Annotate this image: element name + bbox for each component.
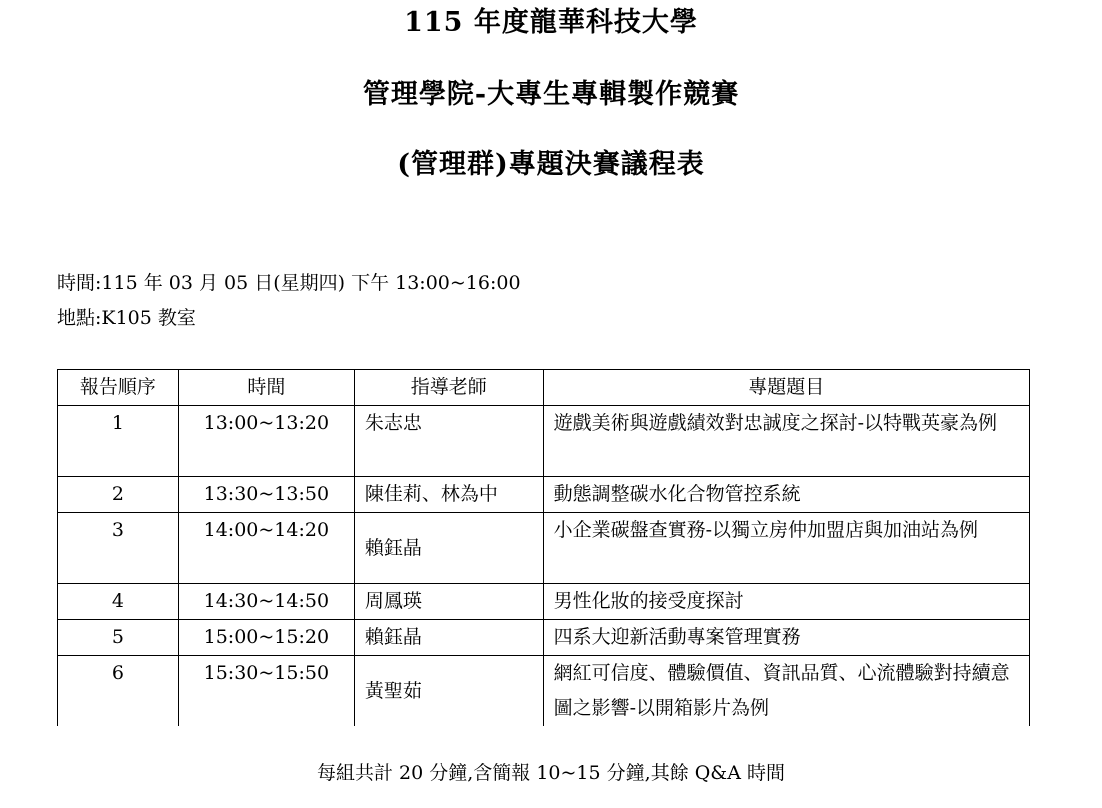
- agenda-table: [57, 369, 1030, 726]
- row-time: 15:30~15:50: [178, 656, 354, 727]
- header-time: 時間: [178, 370, 354, 406]
- row-topic: 四系大迎新活動專案管理實務: [543, 620, 1029, 656]
- table-row: [58, 406, 1030, 477]
- row-teacher: 陳佳莉、林為中: [354, 477, 543, 513]
- row-teacher: 賴鈺晶: [354, 620, 543, 656]
- row-topic: 網紅可信度、體驗價值、資訊品質、心流體驗對持續意圖之影響-以開箱影片為例: [543, 656, 1029, 727]
- header-topic: 專題題目: [543, 370, 1029, 406]
- row-teacher: 賴鈺晶: [354, 513, 543, 584]
- row-topic: 遊戲美術與遊戲績效對忠誠度之探討-以特戰英豪為例: [543, 406, 1029, 477]
- row-time: 13:00~13:20: [178, 406, 354, 477]
- row-time: 14:30~14:50: [178, 584, 354, 620]
- header-order: 報告順序: [58, 370, 179, 406]
- row-teacher: 朱志忠: [354, 406, 543, 477]
- row-teacher: 周鳳瑛: [354, 584, 543, 620]
- table-row: [58, 656, 1030, 727]
- row-order: 1: [58, 406, 179, 477]
- row-topic: 小企業碳盤查實務-以獨立房仲加盟店與加油站為例: [543, 513, 1029, 584]
- row-order: 4: [58, 584, 179, 620]
- event-place: 地點:K105 教室: [57, 307, 196, 329]
- header-teacher: 指導老師: [354, 370, 543, 406]
- document-title: 115 年度龍華科技大學: [404, 7, 698, 38]
- table-header-row: [58, 370, 1030, 406]
- row-order: 6: [58, 656, 179, 727]
- table-row: [58, 620, 1030, 656]
- row-teacher: 黃聖茹: [354, 656, 543, 727]
- document-heading: (管理群)專題決賽議程表: [397, 149, 705, 180]
- row-order: 3: [58, 513, 179, 584]
- row-time: 15:00~15:20: [178, 620, 354, 656]
- row-time: 13:30~13:50: [178, 477, 354, 513]
- table-row: [58, 513, 1030, 584]
- footer-note: 每組共計 20 分鐘,含簡報 10~15 分鐘,其餘 Q&A 時間: [317, 762, 785, 784]
- row-topic: 動態調整碳水化合物管控系統: [543, 477, 1029, 513]
- document-subtitle: 管理學院-大專生專輯製作競賽: [362, 79, 740, 110]
- row-order: 5: [58, 620, 179, 656]
- row-order: 2: [58, 477, 179, 513]
- row-time: 14:00~14:20: [178, 513, 354, 584]
- table-row: [58, 584, 1030, 620]
- table-row: [58, 477, 1030, 513]
- row-topic: 男性化妝的接受度探討: [543, 584, 1029, 620]
- event-time: 時間:115 年 03 月 05 日(星期四) 下午 13:00~16:00: [57, 272, 521, 294]
